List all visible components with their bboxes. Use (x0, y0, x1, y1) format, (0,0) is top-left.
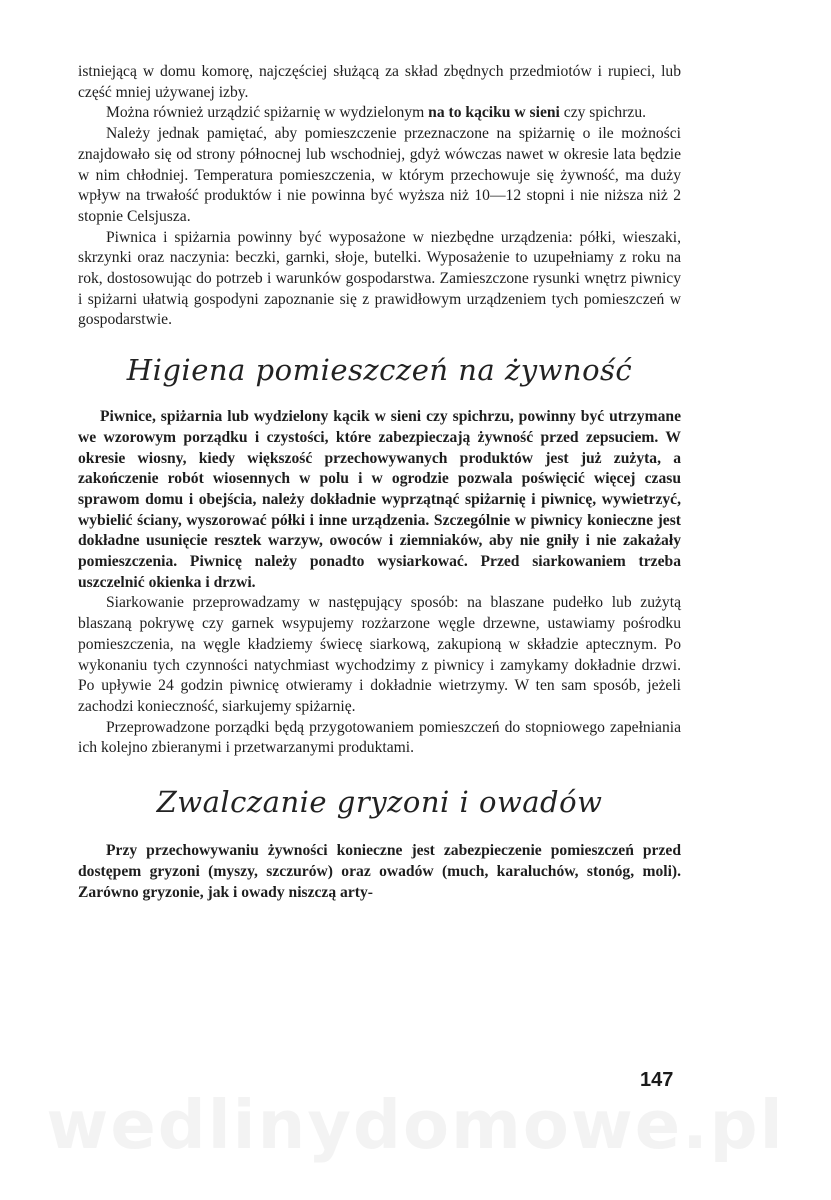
paragraph-preparation: Przeprowadzone porządki będą przygotowaniem pomieszczeń do stopniowego zapełniania ich kolejno zbieranymi i przetwarzanymi produktami. (78, 718, 681, 757)
paragraph-rodents: Przy przechowywaniu żywności konieczne jest zabezpieczenie pomieszczeń przed dostępem gryzoni (myszy, szczurów) oraz owadów (much, karaluchów, stonóg, moli). Zarówno gryzonie, jak i owady niszczą arty- (78, 842, 681, 901)
paragraph-sulfuring: Siarkowanie przeprowadzamy w następujący sposób: na blaszane pudełko lub zużytą blaszaną pokrywę czy garnek wsypujemy rozżarzone węgle drzewne, ustawiamy pośrodku pomieszczenia, na węgle kładziemy świecę siarkową, zakupioną w składzie aptecznym. Po wykonaniu tych czynności natychmiast wychodzimy z piwnicy i zamykamy dokładnie drzwi. Po upływie 24 godzin piwnicę otwieramy i dokładnie wietrzymy. W ten sam sposób, jeżeli zachodzi konieczność, siarkujemy spiżarnię. (78, 594, 681, 715)
page-number: 147 (640, 1069, 674, 1091)
paragraph-temperature: Należy jednak pamiętać, aby pomieszczenie przeznaczone na spiżarnię o ile możności znajdowało się od strony północnej lub wschodniej, gdyż wówczas nawet w okresie lata będzie w nim chłodniej. Temperatura pomieszczenia, w którym przechowuje się żywność, ma duży wpływ na trwałość produktów i nie powinna być wyższa niż 10—12 stopni i nie niższa niż 2 stopnie Celsjusza. (78, 125, 681, 225)
paragraph-kacik-bold: na to kąciku w sieni (428, 104, 560, 122)
paragraph-kacik (78, 103, 681, 124)
watermark-logo: wedlinydomowe.pl (46, 1086, 785, 1164)
paragraph-equipment: Piwnica i spiżarnia powinny być wyposażone w niezbędne urządzenia: półki, wieszaki, skrzynki oraz naczynia: beczki, garnki, słoje, butelki. Wyposażenie to uzupełniamy z roku na rok, dostosowując do potrzeb i warunków gospodarstwa. Zamieszczone rysunki wnętrz piwnicy i spiżarni ułatwią gospodyni zapoznanie się z prawidłowym urządzeniem tych pomieszczeń w gospodarstwie. (78, 228, 681, 329)
paragraph-kacik-rest: czy spichrzu. (559, 104, 647, 122)
paragraph-kacik-lead: Można również urządzić spiżarnię w wydzielonym (106, 104, 429, 122)
section-heading-hygiene: Higiena pomieszczeń na żywność (126, 353, 633, 388)
book-page (78, 62, 681, 1132)
section-heading-pests: Zwalczanie gryzoni i owadów (156, 785, 603, 820)
paragraph-continuation: istniejącą w domu komorę, najczęściej służącą za skład zbędnych przedmiotów i rupieci, lub część mniej używanej izby. (78, 63, 681, 101)
paragraph-cleaning: Piwnice, spiżarnia lub wydzielony kącik w sieni czy spichrzu, powinny być utrzymane we wzorowym porządku i czystości, które zabezpieczają żywność przed zepsuciem. W okresie wiosny, kiedy większość przechowywanych produktów jest już zużyta, a zakończenie robót wiosennych w polu i w ogrodzie pozwala poświęcić więcej czasu sprawom domu i obejścia, należy dokładnie wyprzątnąć spiżarnię i piwnicę, wywietrzyć, wybielić ściany, wyszorować półki i inne urządzenia. Szczególnie w piwnicy konieczne jest dokładne usunięcie resztek warzyw, owoców i ziemniaków, aby nie gniły i nie zakażały pomieszczenia. Piwnicę należy ponadto wysiarkować. Przed siarkowaniem trzeba uszczelnić okienka i drzwi. (78, 408, 681, 591)
